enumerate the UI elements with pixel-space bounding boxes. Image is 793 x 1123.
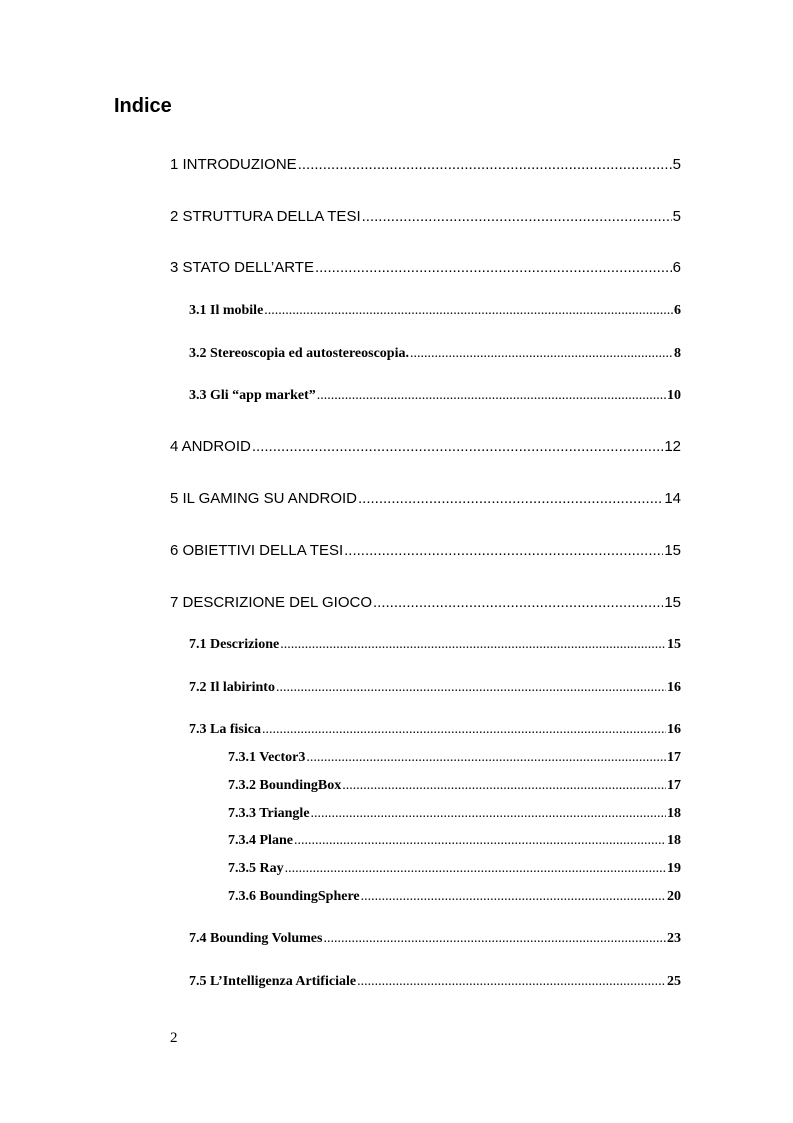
toc-entry-label: 7.4 Bounding Volumes bbox=[189, 931, 323, 946]
toc-entry-page: 16 bbox=[667, 680, 681, 695]
dot-leader bbox=[361, 888, 666, 905]
toc-entry-page: 10 bbox=[667, 388, 681, 403]
toc-entry-bounding-volumes[interactable] bbox=[189, 930, 681, 947]
toc-entry-triangle[interactable] bbox=[228, 805, 681, 822]
toc-entry-descrizione-del-gioco[interactable] bbox=[170, 594, 681, 612]
toc-entry-label: 3.2 Stereoscopia ed autostereoscopia. bbox=[189, 346, 409, 361]
toc-entry-android[interactable] bbox=[170, 438, 681, 456]
toc-entry-stato-dell-arte[interactable] bbox=[170, 259, 681, 277]
toc-entry-boundingsphere[interactable] bbox=[228, 888, 681, 905]
dot-leader bbox=[342, 777, 666, 794]
toc-entry-page: 17 bbox=[667, 778, 681, 793]
toc-entry-introduzione[interactable] bbox=[170, 156, 681, 174]
toc-entry-page: 23 bbox=[667, 931, 681, 946]
dot-leader bbox=[298, 156, 672, 174]
toc-entry-label: 4 ANDROID bbox=[170, 438, 251, 455]
toc-entry-descrizione[interactable] bbox=[189, 636, 681, 653]
toc-entry-label: 7.3.4 Plane bbox=[228, 833, 293, 848]
toc-entry-boundingbox[interactable] bbox=[228, 777, 681, 794]
toc-entry-page: 18 bbox=[667, 806, 681, 821]
toc-entry-page: 14 bbox=[664, 490, 681, 507]
toc-entry-page: 15 bbox=[667, 637, 681, 652]
dot-leader bbox=[311, 805, 666, 822]
toc-entry-label: 7.1 Descrizione bbox=[189, 637, 280, 652]
toc-entry-page: 19 bbox=[667, 861, 681, 876]
toc-entry-label: 3 STATO DELL’ARTE bbox=[170, 259, 314, 276]
toc-entry-page: 16 bbox=[667, 722, 681, 737]
toc-entry-label: 7.3.5 Ray bbox=[228, 861, 284, 876]
toc-entry-intelligenza-artificiale[interactable] bbox=[189, 973, 681, 990]
toc-entry-obiettivi-della-tesi[interactable] bbox=[170, 542, 681, 560]
toc-entry-label: 7.3 La fisica bbox=[189, 722, 261, 737]
toc-entry-vector3[interactable] bbox=[228, 749, 681, 766]
toc-entry-page: 18 bbox=[667, 833, 681, 848]
toc-entry-page: 8 bbox=[674, 346, 681, 361]
toc-entry-label: 6 OBIETTIVI DELLA TESI bbox=[170, 542, 344, 559]
toc-entry-label: 1 INTRODUZIONE bbox=[170, 156, 297, 173]
toc-entry-label: 7.2 Il labirinto bbox=[189, 680, 275, 695]
dot-leader bbox=[362, 208, 672, 226]
dot-leader bbox=[373, 594, 663, 612]
toc-entry-page: 12 bbox=[664, 438, 681, 455]
toc-entry-page: 6 bbox=[672, 259, 681, 276]
toc-entry-label: 7 DESCRIZIONE DEL GIOCO bbox=[170, 594, 372, 611]
dot-leader bbox=[315, 259, 672, 277]
toc-entry-label: 2 STRUTTURA DELLA TESI bbox=[170, 208, 361, 225]
toc-entry-il-mobile[interactable] bbox=[189, 302, 681, 319]
toc-entry-ray[interactable] bbox=[228, 860, 681, 877]
toc-entry-gaming-su-android[interactable] bbox=[170, 490, 681, 508]
toc-entry-label: 7.5 L’Intelligenza Artificiale bbox=[189, 974, 357, 989]
dot-leader bbox=[276, 679, 666, 696]
dot-leader bbox=[410, 345, 673, 362]
toc-entry-page: 6 bbox=[674, 303, 681, 318]
toc-entry-struttura-della-tesi[interactable] bbox=[170, 208, 681, 226]
dot-leader bbox=[306, 749, 666, 766]
toc-entry-page: 15 bbox=[664, 542, 681, 559]
dot-leader bbox=[358, 490, 663, 508]
dot-leader bbox=[323, 930, 666, 947]
toc-entry-page: 5 bbox=[672, 208, 681, 225]
dot-leader bbox=[317, 387, 666, 404]
toc-entry-label: 7.3.1 Vector3 bbox=[228, 750, 306, 765]
toc-entry-page: 5 bbox=[672, 156, 681, 173]
toc-entry-il-labirinto[interactable] bbox=[189, 679, 681, 696]
toc-entry-plane[interactable] bbox=[228, 832, 681, 849]
toc-entry-label: 5 IL GAMING SU ANDROID bbox=[170, 490, 357, 507]
toc-entry-page: 25 bbox=[667, 974, 681, 989]
toc-entry-label: 7.3.3 Triangle bbox=[228, 806, 310, 821]
page-number: 2 bbox=[170, 1030, 178, 1046]
toc-entry-page: 15 bbox=[664, 594, 681, 611]
toc-entry-la-fisica[interactable] bbox=[189, 721, 681, 738]
toc-entry-page: 17 bbox=[667, 750, 681, 765]
toc-entry-label: 7.3.6 BoundingSphere bbox=[228, 889, 360, 904]
page-title: Indice bbox=[114, 95, 172, 117]
toc-entry-label: 3.3 Gli “app market” bbox=[189, 388, 316, 403]
dot-leader bbox=[264, 302, 673, 319]
toc-entry-page: 20 bbox=[667, 889, 681, 904]
dot-leader bbox=[357, 973, 666, 990]
toc-entry-label: 3.1 Il mobile bbox=[189, 303, 264, 318]
dot-leader bbox=[262, 721, 666, 738]
dot-leader bbox=[294, 832, 666, 849]
dot-leader bbox=[280, 636, 666, 653]
toc-entry-stereoscopia[interactable] bbox=[189, 345, 681, 362]
toc-entry-label: 7.3.2 BoundingBox bbox=[228, 778, 342, 793]
dot-leader bbox=[285, 860, 666, 877]
toc-entry-app-market[interactable] bbox=[189, 387, 681, 404]
dot-leader bbox=[344, 542, 663, 560]
dot-leader bbox=[252, 438, 663, 456]
